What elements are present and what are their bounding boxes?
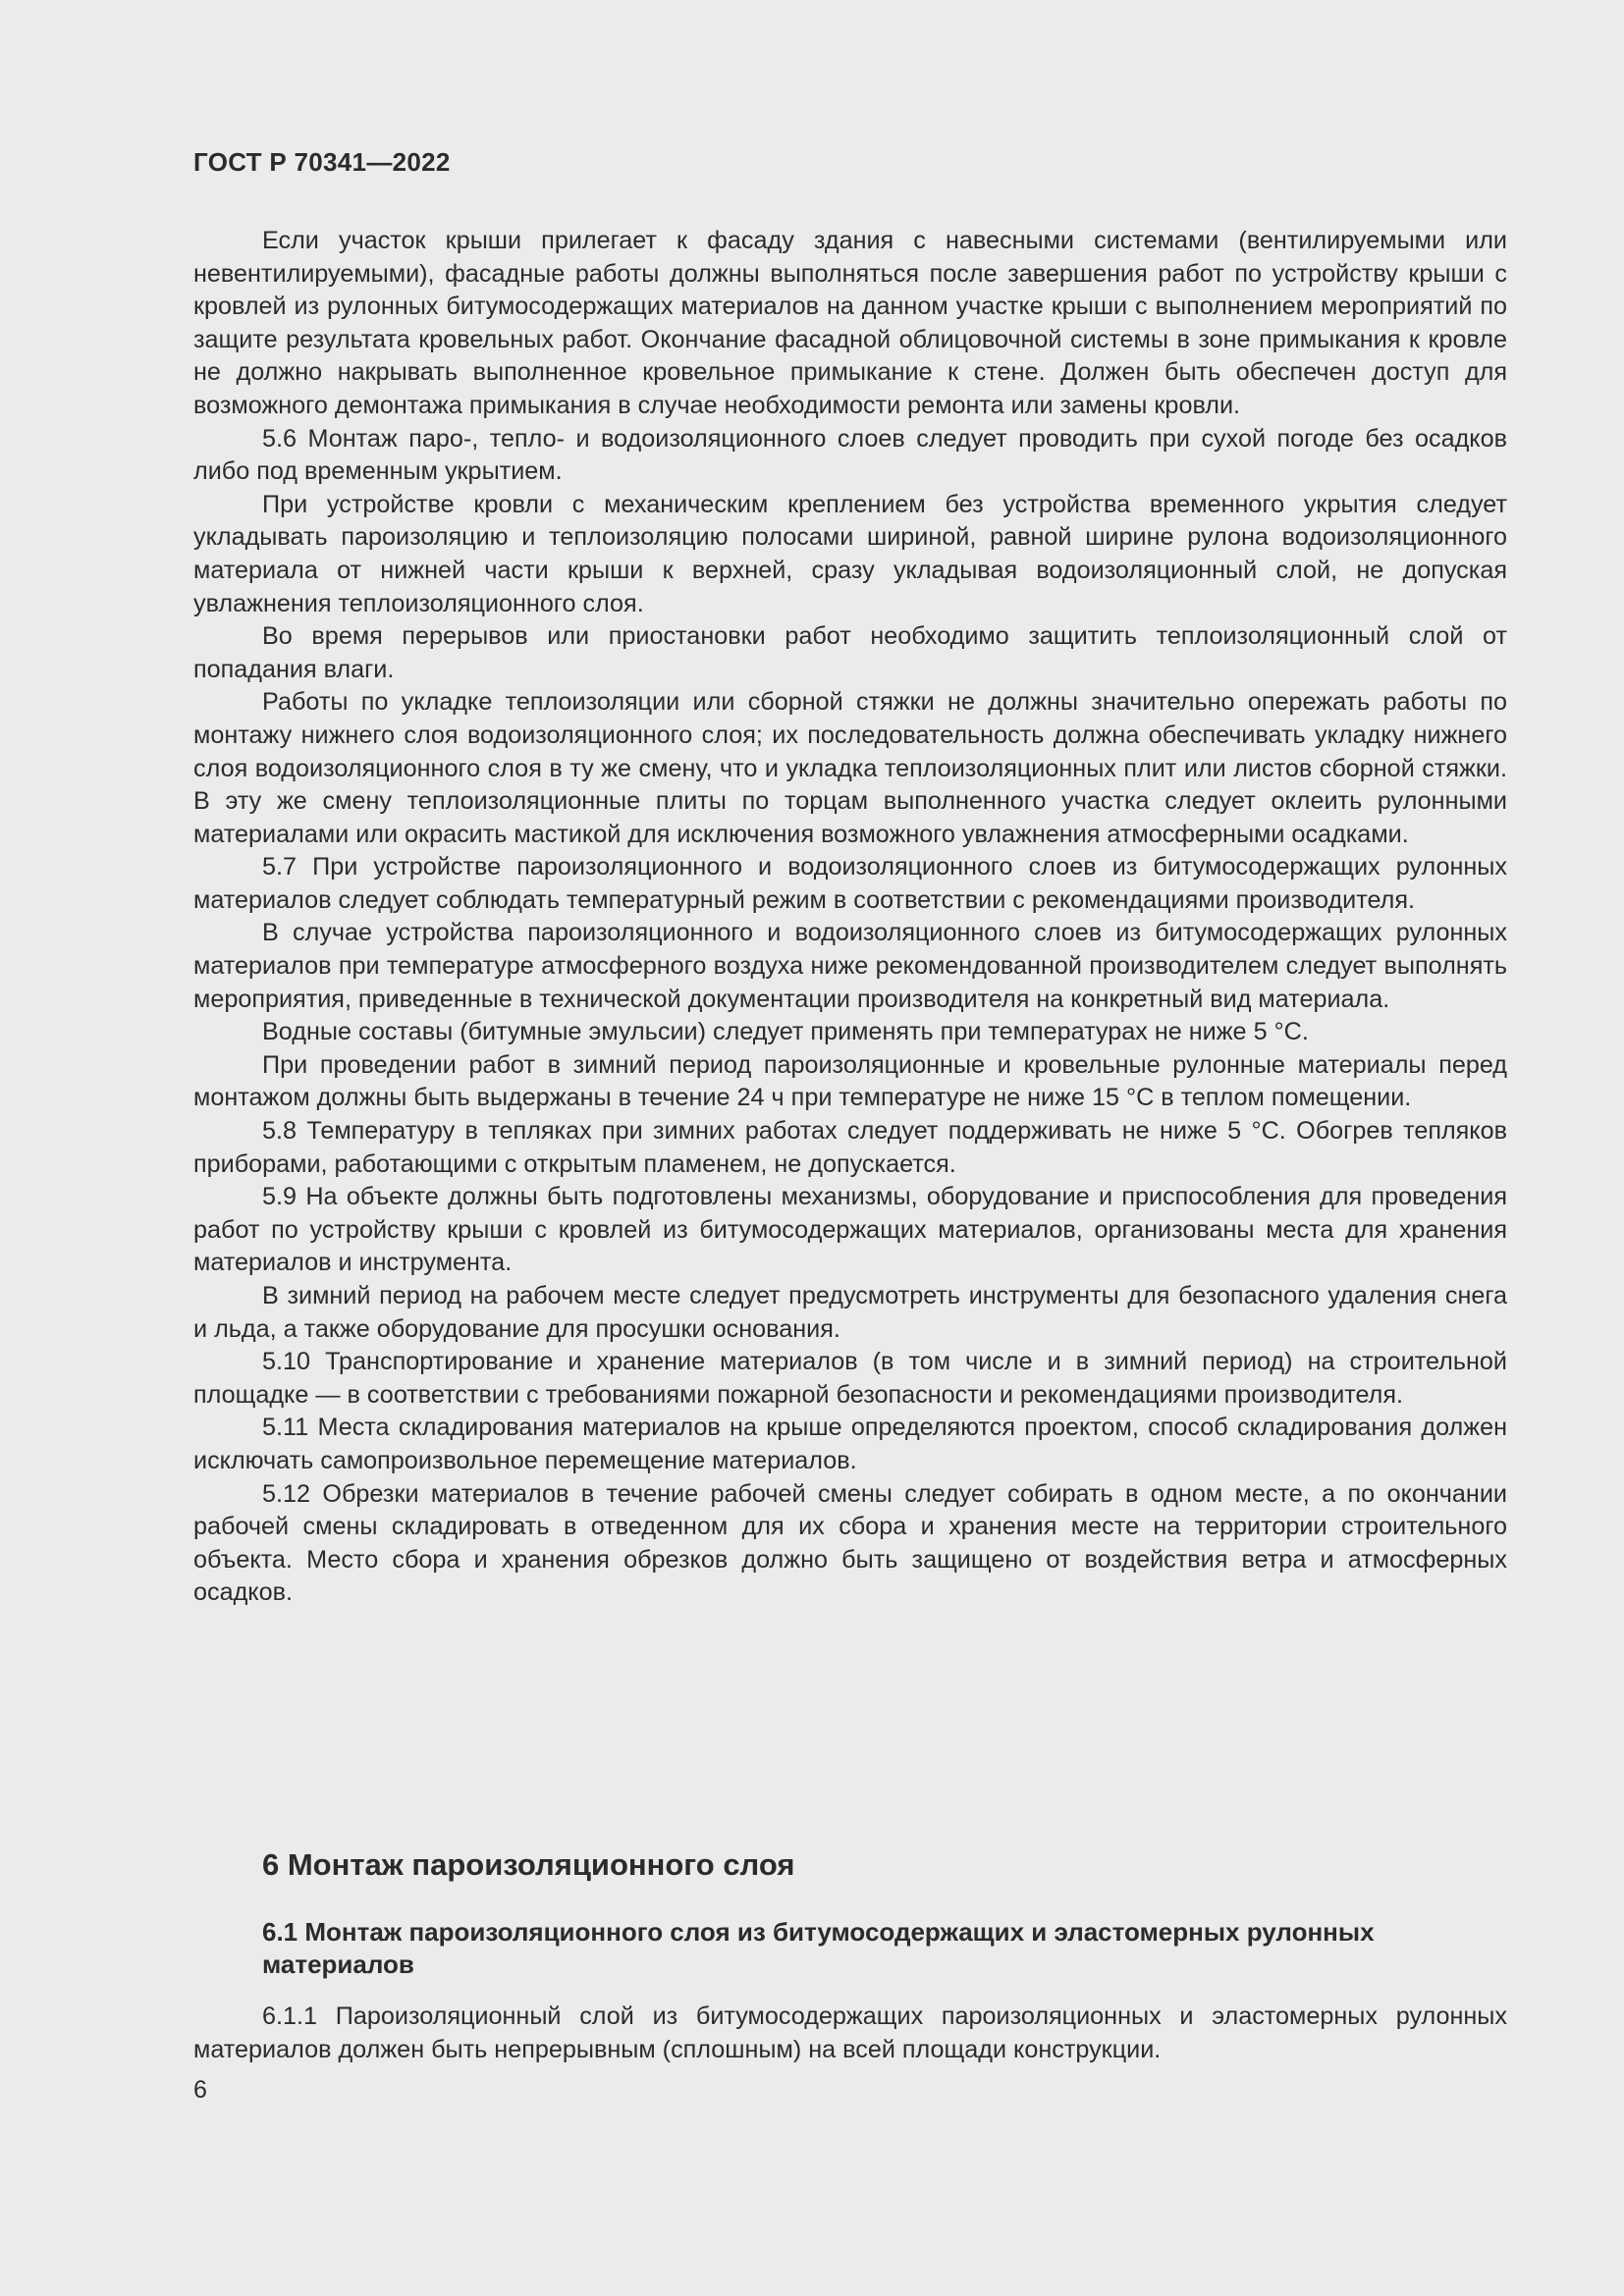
page-number: 6	[193, 2076, 207, 2104]
paragraph-5-11: 5.11 Места складирования материалов на крыше определяются проектом, способ складирования должен исключать самопроизвольное перемещение материалов.	[193, 1414, 1507, 1474]
paragraph-breaks: Во время перерывов или приостановки работ необходимо защитить теплоизоляционный слой от попадания влаги.	[193, 622, 1507, 683]
paragraph-water-compositions: Водные составы (битумные эмульсии) следует применять при температурах не ниже 5 °С.	[262, 1018, 1309, 1046]
document-code-header: ГОСТ Р 70341—2022	[193, 147, 451, 177]
paragraph-5-8: 5.8 Температуру в тепляках при зимних работах следует поддерживать не ниже 5 °С. Обогрев тепляков приборами, работающими с открытым пламенем, не допускается.	[193, 1117, 1507, 1178]
section-heading: 6 Монтаж пароизоляционного слоя	[262, 1847, 795, 1882]
body-text	[193, 225, 1507, 1610]
paragraph-5-6: 5.6 Монтаж паро-, тепло- и водоизоляционного слоев следует проводить при сухой погоде без осадков либо под временным укрытием.	[193, 424, 1507, 486]
paragraph-facade: Если участок крыши прилегает к фасаду здания с навесными системами (вентилируемыми или невентилируемыми), фасадные работы должны выполняться после завершения работ по устройству крыши с кровлей из рулонных битумосодержащих материалов на данном участке крыши с выполнением мероприятий по защите результата кровельных работ. Окончание фасадной облицовочной системы в зоне примыкания к кровле не должно накрывать выполненное кровельное примыкание к стене. Должен быть обеспечен доступ для возможного демонтажа примыкания в случае необходимости ремонта или замены кровли.	[193, 227, 1507, 419]
paragraph-5-10: 5.10 Транспортирование и хранение материалов (в том числе и в зимний период) на строительной площадке — в соответствии с требованиями пожарной безопасности и рекомендациями производителя.	[193, 1348, 1507, 1409]
paragraph-low-temperature: В случае устройства пароизоляционного и водоизоляционного слоев из битумосодержащих рулонных материалов при температуре атмосферного воздуха ниже рекомендованной производителем следует выполнять мероприятия, приведенные в технической документации производителя на конкретный вид материала.	[193, 919, 1507, 1013]
section-text	[193, 2001, 1507, 2066]
paragraph-mechanical-fixing: При устройстве кровли с механическим креплением без устройства временного укрытия следует укладывать пароизоляцию и теплоизоляцию полосами шириной, равной ширине рулона водоизоляционного материала от нижней части крыши к верхней, сразу укладывая водоизоляционный слой, не допуская увлажнения теплоизоляционного слоя.	[193, 490, 1507, 617]
paragraph-winter-storage: При проведении работ в зимний период пароизоляционные и кровельные рулонные материалы перед монтажом должны быть выдержаны в течение 24 ч при температуре не ниже 15 °С в теплом помещении.	[193, 1050, 1507, 1112]
paragraph-5-9: 5.9 На объекте должны быть подготовлены механизмы, оборудование и приспособления для проведения работ по устройству крыши с кровлей из битумосодержащих материалов, организованы места для хранения материалов и инструмента.	[193, 1183, 1507, 1277]
paragraph-insulation-order: Работы по укладке теплоизоляции или сборной стяжки не должны значительно опережать работы по монтажу нижнего слоя водоизоляционного слоя; их последовательность должна обеспечивать укладку нижнего слоя водоизоляционного слоя в ту же смену, что и укладка теплоизоляционных плит или листов сборной стяжки. В эту же смену теплоизоляционные плиты по торцам выполненного участка следует оклеить рулонными материалами или окрасить мастикой для исключения возможного увлажнения атмосферными осадками.	[193, 688, 1507, 848]
subsection-heading: 6.1 Монтаж пароизоляционного слоя из битумосодержащих и эластомерных рулонных материалов	[262, 1917, 1375, 1979]
paragraph-5-12: 5.12 Обрезки материалов в течение рабочей смены следует собирать в одном месте, а по окончании рабочей смены складировать в отведенном для их сбора и хранения месте на территории строительного объекта. Место сбора и хранения обрезков должно быть защищено от воздействия ветра и атмосферных осадков.	[193, 1479, 1507, 1607]
paragraph-winter-tools: В зимний период на рабочем месте следует предусмотреть инструменты для безопасного удаления снега и льда, а также оборудование для просушки основания.	[193, 1282, 1507, 1343]
paragraph-5-7: 5.7 При устройстве пароизоляционного и водоизоляционного слоев из битумосодержащих рулонных материалов следует соблюдать температурный режим в соответствии с рекомендациями производителя.	[193, 853, 1507, 914]
paragraph-6-1-1: 6.1.1 Пароизоляционный слой из битумосодержащих пароизоляционных и эластомерных рулонных материалов должен быть непрерывным (сплошным) на всей площади конструкции.	[193, 2002, 1507, 2063]
